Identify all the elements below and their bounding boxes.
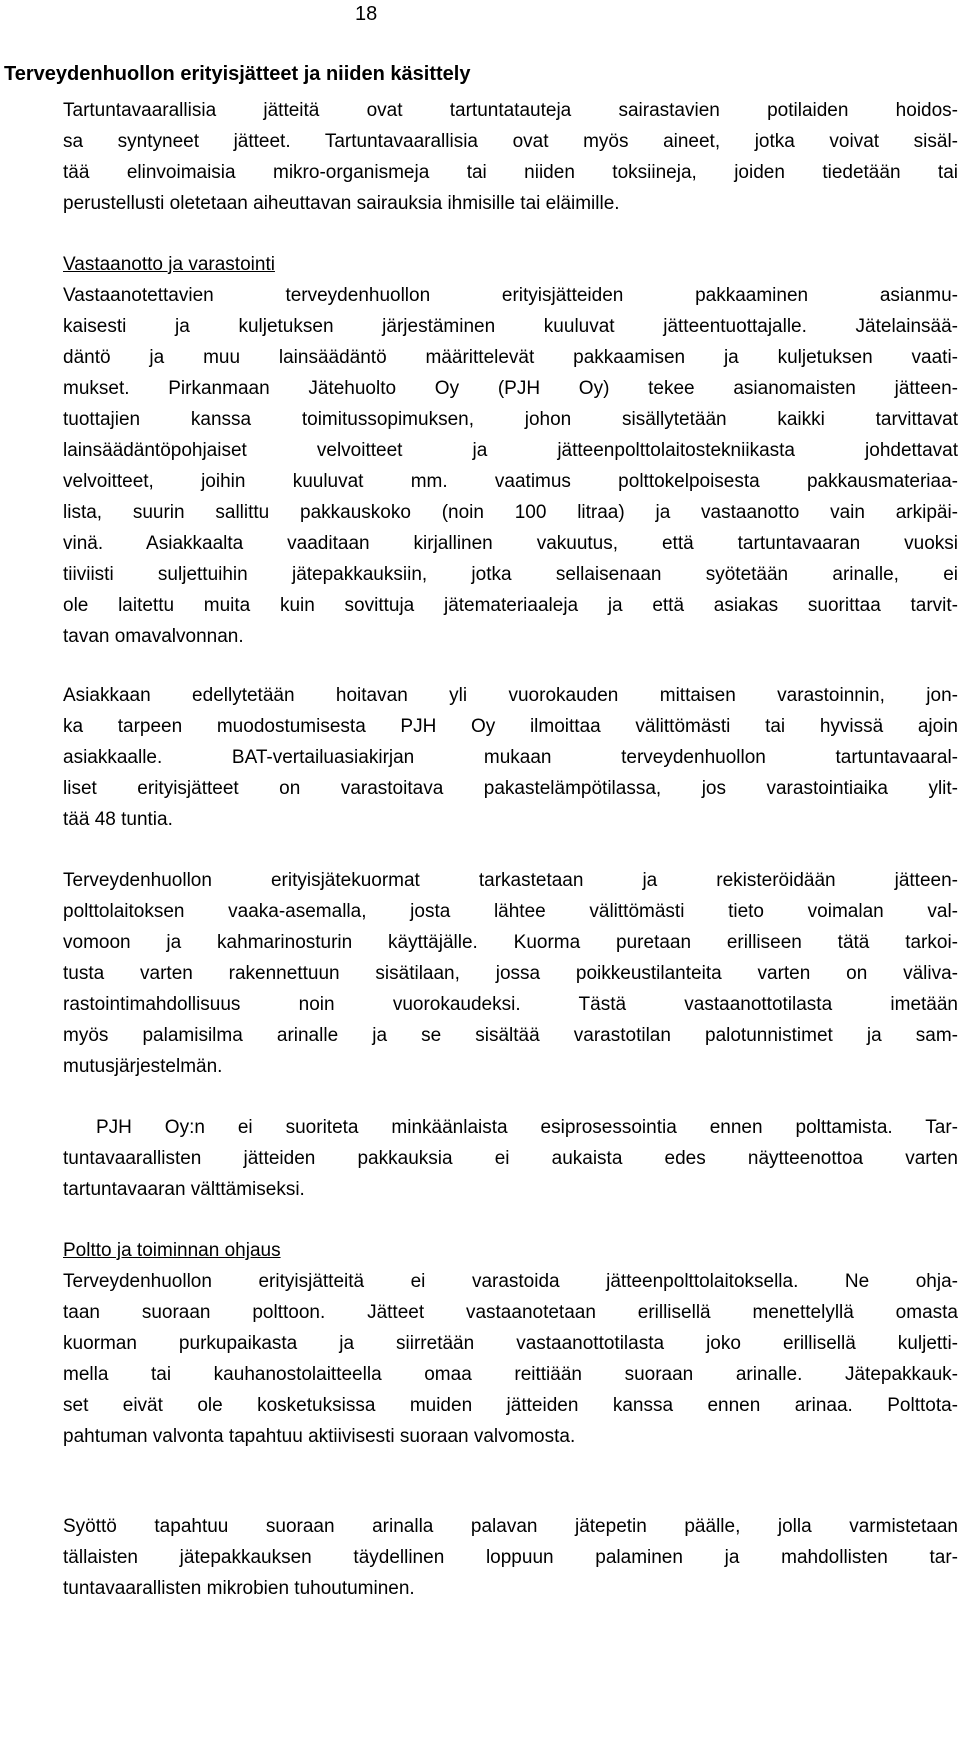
subheading-incineration-control: Poltto ja toiminnan ohjaus bbox=[63, 1240, 281, 1261]
section-title: Terveydenhuollon erityisjätteet ja niiden käsittely bbox=[4, 63, 471, 85]
paragraph-no-preprocessing bbox=[63, 1112, 958, 1205]
paragraph-load-inspection bbox=[63, 865, 958, 1082]
text-line: tällaisten jätepakkauksen täydellinen loppuun palaminen ja mahdollisten tar- bbox=[63, 1547, 958, 1568]
text-line: tuntavaarallisten jätteiden pakkauksia ei aukaista edes näytteenottoa varten bbox=[63, 1148, 958, 1169]
text-line: vomoon ja kahmarinosturin käyttäjälle. Kuorma puretaan erilliseen tätä tarkoi- bbox=[63, 932, 958, 953]
text-line: Terveydenhuollon erityisjätteitä ei varastoida jätteenpolttolaitoksella. Ne ohja- bbox=[63, 1271, 958, 1292]
paragraph-intro bbox=[63, 95, 958, 219]
text-line: taan suoraan polttoon. Jätteet vastaanotetaan erillisellä menettelyllä omasta bbox=[63, 1302, 958, 1323]
text-line: ka tarpeen muodostumisesta PJH Oy ilmoittaa välittömästi tai hyvissä ajoin bbox=[63, 716, 958, 737]
text-line: tuottajien kanssa toimitussopimuksen, johon sisällytetään kaikki tarvittavat bbox=[63, 409, 958, 430]
text-line: rastointimahdollisuus noin vuorokaudeksi. Tästä vastaanottotilasta imetään bbox=[63, 994, 958, 1015]
text-line: mella tai kauhanostolaitteella omaa reittiään suoraan arinalle. Jätepakkauk- bbox=[63, 1364, 958, 1385]
paragraph-reception-storage bbox=[63, 249, 958, 652]
text-line: Asiakkaan edellytetään hoitavan yli vuorokauden mittaisen varastoinnin, jon- bbox=[63, 685, 958, 706]
page-number: 18 bbox=[355, 3, 378, 25]
text-line: tavan omavalvonnan. bbox=[63, 626, 244, 647]
text-line: Vastaanotettavien terveydenhuollon erityisjätteiden pakkaaminen asianmu- bbox=[63, 285, 958, 306]
text-line: PJH Oy:n ei suoriteta minkäänlaista esiprosessointia ennen polttamista. Tar- bbox=[63, 1117, 958, 1138]
text-line: vinä. Asiakkaalta vaaditaan kirjallinen vakuutus, että tartuntavaaran vuoksi bbox=[63, 533, 958, 554]
text-line: set eivät ole kosketuksissa muiden jätteiden kanssa ennen arinaa. Polttota- bbox=[63, 1395, 958, 1416]
text-line: tusta varten rakennettuun sisätilaan, jossa poikkeustilanteita varten on väliva- bbox=[63, 963, 958, 984]
text-line: lainsäädäntöpohjaiset velvoitteet ja jätteenpolttolaitostekniikasta johdettavat bbox=[63, 440, 958, 461]
text-line: tää 48 tuntia. bbox=[63, 809, 173, 830]
paragraph-feeding bbox=[63, 1511, 958, 1604]
text-line: kuorman purkupaikasta ja siirretään vastaanottotilasta joko erillisellä kuljetti- bbox=[63, 1333, 958, 1354]
text-line: Terveydenhuollon erityisjätekuormat tarkastetaan ja rekisteröidään jätteen- bbox=[63, 870, 958, 891]
text-line: velvoitteet, joihin kuuluvat mm. vaatimus polttokelpoisesta pakkausmateriaa- bbox=[63, 471, 958, 492]
text-line: tartuntavaaran välttämiseksi. bbox=[63, 1179, 305, 1200]
text-line: liset erityisjätteet on varastoitava pakastelämpötilassa, jos varastointiaika ylit- bbox=[63, 778, 958, 799]
text-line: tää elinvoimaisia mikro-organismeja tai niiden toksiineja, joiden tiedetään tai bbox=[63, 162, 958, 183]
text-line: asiakkaalle. BAT-vertailuasiakirjan mukaan terveydenhuollon tartuntavaaral- bbox=[63, 747, 958, 768]
text-line: mukset. Pirkanmaan Jätehuolto Oy (PJH Oy) tekee asianomaisten jätteen- bbox=[63, 378, 958, 399]
paragraph-incineration-control bbox=[63, 1235, 958, 1452]
text-line: tuntavaarallisten mikrobien tuhoutuminen. bbox=[63, 1578, 415, 1599]
text-line: ole laitettu muita kuin sovittuja jätemateriaaleja ja että asiakas suorittaa tarvit- bbox=[63, 595, 958, 616]
text-line: lista, suurin sallittu pakkauskoko (noin 100 litraa) ja vastaanotto vain arkipäi- bbox=[63, 502, 958, 523]
text-line: tiiviisti suljettuihin jätepakkauksiin, jotka sellaisenaan syötetään arinalle, ei bbox=[63, 564, 958, 585]
text-line: perustellusti oletetaan aiheuttavan sairauksia ihmisille tai eläimille. bbox=[63, 193, 620, 214]
text-line: kaisesti ja kuljetuksen järjestäminen kuuluvat jätteentuottajalle. Jätelainsää- bbox=[63, 316, 958, 337]
subheading-reception-storage: Vastaanotto ja varastointi bbox=[63, 254, 275, 275]
text-line: däntö ja muu lainsäädäntö määrittelevät pakkaamisen ja kuljetuksen vaati- bbox=[63, 347, 958, 368]
text-line: mutusjärjestelmän. bbox=[63, 1056, 223, 1077]
text-line: myös palamisilma arinalle ja se sisältää varastotilan palotunnistimet ja sam- bbox=[63, 1025, 958, 1046]
text-line: Syöttö tapahtuu suoraan arinalla palavan jätepetin päälle, jolla varmistetaan bbox=[63, 1516, 958, 1537]
text-line: polttolaitoksen vaaka-asemalla, josta lähtee välittömästi tieto voimalan val- bbox=[63, 901, 958, 922]
text-line: Tartuntavaarallisia jätteitä ovat tartuntatauteja sairastavien potilaiden hoidos- bbox=[63, 100, 958, 121]
paragraph-customer-storage bbox=[63, 680, 958, 835]
text-line: pahtuman valvonta tapahtuu aktiivisesti suoraan valvomosta. bbox=[63, 1426, 576, 1447]
text-line: sa syntyneet jätteet. Tartuntavaarallisia ovat myös aineet, jotka voivat sisäl- bbox=[63, 131, 958, 152]
